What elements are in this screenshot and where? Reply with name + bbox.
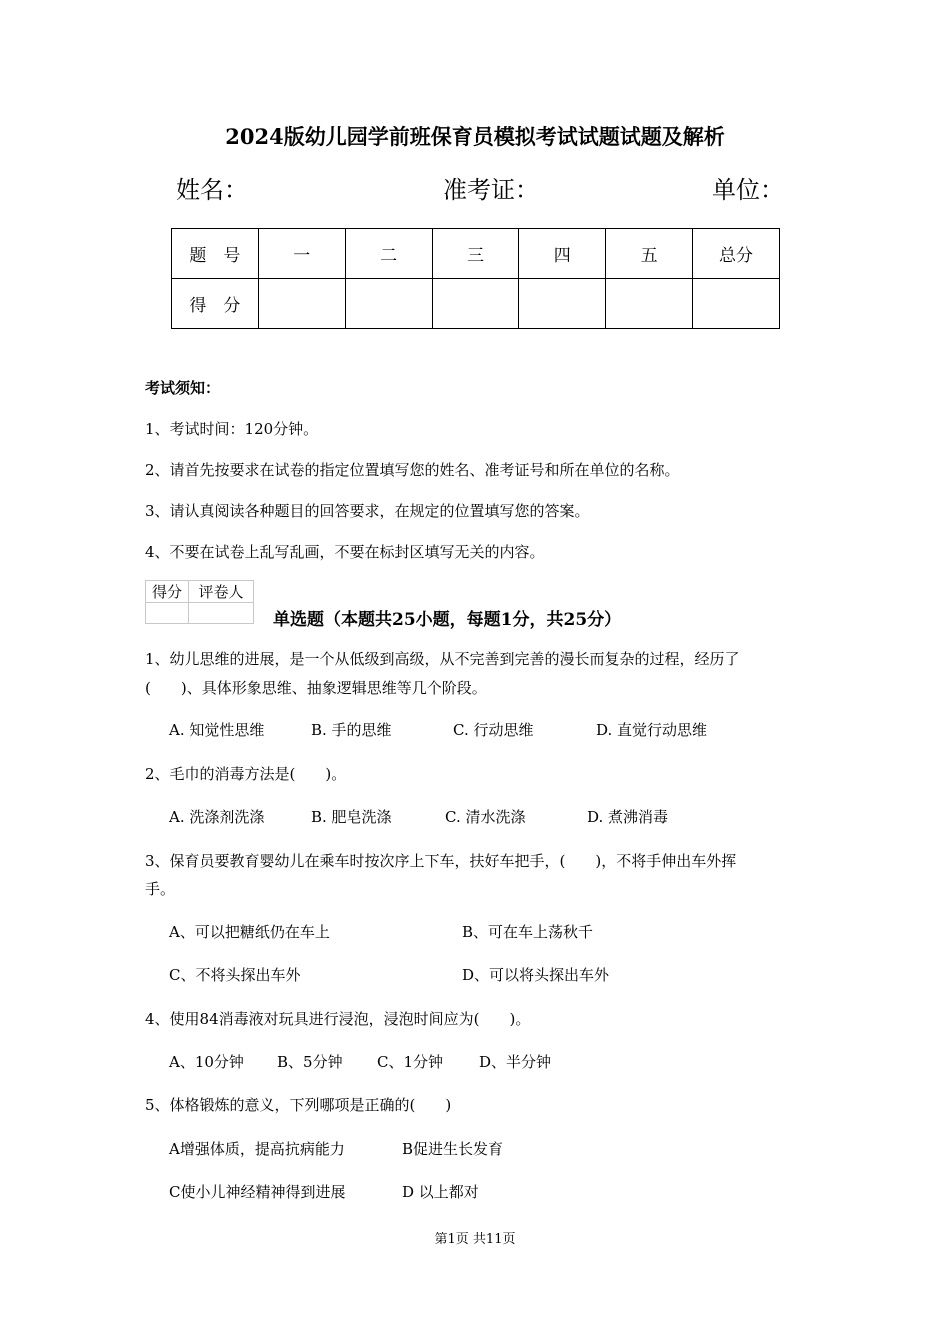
option-c: C、1分钟 bbox=[377, 1053, 444, 1071]
score-cell bbox=[519, 279, 606, 329]
unit-label: 单位： bbox=[712, 176, 784, 204]
question-stem: 4、使用84消毒液对玩具进行浸泡，浸泡时间应为( )。 bbox=[145, 1010, 531, 1028]
option-d: D. 直觉行动思维 bbox=[596, 721, 708, 739]
question-stem: 1、幼儿思维的进展，是一个从低级到高级，从不完善到完善的漫长而复杂的过程，经历了 bbox=[145, 650, 740, 668]
question-stem-cont: 手。 bbox=[145, 880, 176, 898]
question-stem-cont: ( )、具体形象思维、抽象逻辑思维等几个阶段。 bbox=[145, 679, 487, 697]
header-cell-5: 五 bbox=[606, 229, 693, 279]
notice-heading: 考试须知： bbox=[145, 379, 221, 397]
notice-item: 3、请认真阅读各种题目的回答要求，在规定的位置填写您的答案。 bbox=[145, 502, 590, 520]
question-stem: 3、保育员要教育婴幼儿在乘车时按次序上下车，扶好车把手，( )，不将手伸出车外挥 bbox=[145, 852, 737, 870]
question-stem: 2、毛巾的消毒方法是( )。 bbox=[145, 765, 347, 783]
score-table-score-row bbox=[172, 279, 780, 329]
grader-name-label: 评卷人 bbox=[189, 581, 254, 603]
grader-score-label: 得分 bbox=[146, 581, 189, 603]
score-cell bbox=[258, 279, 345, 329]
notice-item: 1、考试时间：120分钟。 bbox=[145, 420, 319, 438]
score-cell bbox=[606, 279, 693, 329]
option-d: D、可以将头探出车外 bbox=[462, 966, 610, 984]
option-a: A. 知觉性思维 bbox=[169, 721, 265, 739]
grader-name-cell bbox=[189, 603, 254, 624]
grader-box bbox=[145, 580, 254, 624]
header-cell-1: 一 bbox=[258, 229, 345, 279]
option-b: B促进生长发育 bbox=[402, 1140, 504, 1158]
option-b: B. 手的思维 bbox=[311, 721, 392, 739]
score-cell bbox=[693, 279, 780, 329]
option-c: C使小儿神经精神得到进展 bbox=[169, 1183, 346, 1201]
header-cell-2: 二 bbox=[345, 229, 432, 279]
question-stem: 5、体格锻炼的意义，下列哪项是正确的( ) bbox=[145, 1096, 452, 1114]
score-table-header-row bbox=[172, 229, 780, 279]
option-d: D 以上都对 bbox=[402, 1183, 479, 1201]
option-c: C. 行动思维 bbox=[453, 721, 534, 739]
score-row-label: 得 分 bbox=[172, 279, 259, 329]
option-b: B、5分钟 bbox=[277, 1053, 343, 1071]
exam-id-label: 准考证： bbox=[443, 176, 539, 204]
score-table bbox=[171, 228, 780, 329]
notice-item: 4、不要在试卷上乱写乱画，不要在标封区填写无关的内容。 bbox=[145, 543, 545, 561]
grader-score-cell bbox=[146, 603, 189, 624]
header-cell-3: 三 bbox=[432, 229, 519, 279]
score-cell bbox=[432, 279, 519, 329]
document-title: 2024版幼儿园学前班保育员模拟考试试题试题及解析 bbox=[225, 124, 725, 149]
notice-item: 2、请首先按要求在试卷的指定位置填写您的姓名、准考证号和所在单位的名称。 bbox=[145, 461, 680, 479]
name-label: 姓名： bbox=[176, 176, 248, 204]
option-b: B、可在车上荡秋千 bbox=[462, 923, 594, 941]
option-c: C. 清水洗涤 bbox=[445, 808, 526, 826]
header-cell-label: 题 号 bbox=[172, 229, 259, 279]
section-title: 单选题（本题共25小题，每题1分，共25分） bbox=[273, 610, 622, 630]
option-a: A、10分钟 bbox=[169, 1053, 244, 1071]
score-cell bbox=[345, 279, 432, 329]
header-cell-4: 四 bbox=[519, 229, 606, 279]
option-d: D、半分钟 bbox=[479, 1053, 552, 1071]
header-cell-total: 总分 bbox=[693, 229, 780, 279]
option-b: B. 肥皂洗涤 bbox=[311, 808, 392, 826]
page-footer: 第1页 共11页 bbox=[434, 1232, 516, 1247]
option-a: A增强体质，提高抗病能力 bbox=[169, 1140, 345, 1158]
option-d: D. 煮沸消毒 bbox=[587, 808, 669, 826]
option-a: A、可以把糖纸仍在车上 bbox=[169, 923, 330, 941]
option-c: C、不将头探出车外 bbox=[169, 966, 301, 984]
option-a: A. 洗涤剂洗涤 bbox=[169, 808, 265, 826]
